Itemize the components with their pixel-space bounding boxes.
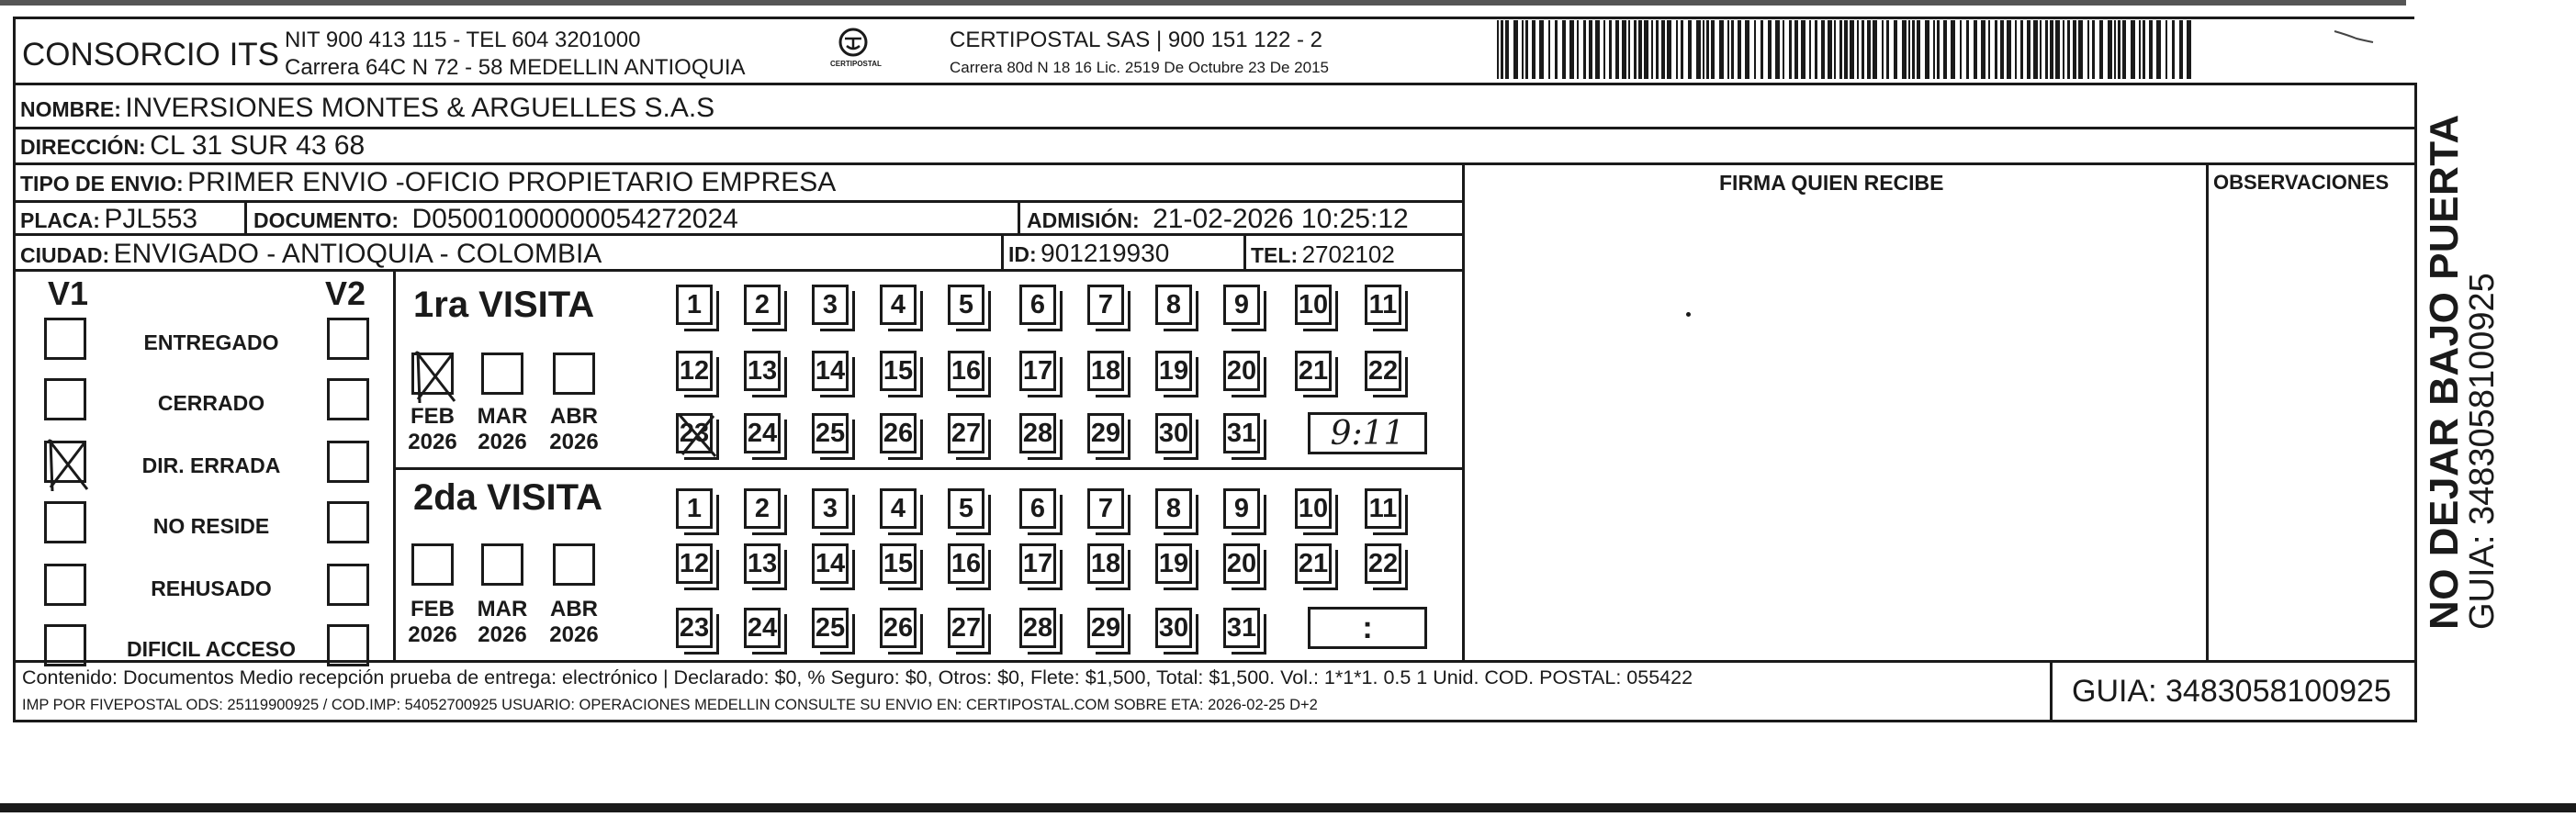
visit1-day-box[interactable]: 28 bbox=[1019, 413, 1056, 453]
visit2-time-box[interactable]: : bbox=[1308, 607, 1427, 649]
admision-label: ADMISIÓN: bbox=[1027, 208, 1140, 232]
visit2-day-box[interactable]: 24 bbox=[744, 608, 781, 648]
visit1-day-box[interactable]: 5 bbox=[948, 285, 984, 325]
visit1-month-label: MAR 2026 bbox=[477, 404, 528, 454]
placa-label: PLACA: bbox=[20, 208, 100, 232]
visit2-day-box[interactable]: 21 bbox=[1295, 543, 1332, 584]
documento-label: DOCUMENTO: bbox=[253, 208, 399, 232]
tel-value: 2702102 bbox=[1301, 241, 1395, 268]
visit2-day-box[interactable]: 31 bbox=[1223, 608, 1260, 648]
visit2-day-box[interactable]: 10 bbox=[1295, 488, 1332, 529]
row-line-1 bbox=[13, 127, 2417, 129]
side-vertical-text bbox=[2424, 114, 2502, 630]
visit1-day-box[interactable]: 12 bbox=[676, 351, 713, 391]
visit1-day-box[interactable]: 3 bbox=[812, 285, 849, 325]
address-line: Carrera 64C N 72 - 58 MEDELLIN ANTIOQUIA bbox=[285, 55, 746, 80]
guia-left-line bbox=[2050, 660, 2053, 722]
visit1-day-box[interactable]: 11 bbox=[1365, 285, 1401, 325]
visit2-day-box[interactable]: 23 bbox=[676, 608, 713, 648]
visit1-time-box[interactable]: 9:11 bbox=[1308, 412, 1427, 454]
visit1-day-box[interactable]: 16 bbox=[948, 351, 984, 391]
visit1-day-box[interactable]: 7 bbox=[1087, 285, 1124, 325]
certi-line2: Carrera 80d N 18 16 Lic. 2519 De Octubre 23 De 2015 bbox=[950, 59, 1329, 76]
visit2-month-label: ABR 2026 bbox=[549, 597, 599, 647]
id-left-line bbox=[1001, 233, 1004, 270]
row-line-2 bbox=[13, 162, 2417, 165]
visit2-day-box[interactable]: 17 bbox=[1019, 543, 1056, 584]
visit1-day-box[interactable]: 29 bbox=[1087, 413, 1124, 453]
barcode bbox=[1497, 17, 2195, 83]
v1-checkbox[interactable] bbox=[44, 564, 86, 606]
visit2-day-box[interactable]: 8 bbox=[1155, 488, 1192, 529]
nombre-row bbox=[20, 95, 714, 122]
status-label: DIFICIL ACCESO bbox=[126, 637, 296, 661]
visit2-day-box[interactable]: 1 bbox=[676, 488, 713, 529]
placa-cell bbox=[20, 206, 197, 233]
visit1-day-box[interactable]: 25 bbox=[812, 413, 849, 453]
obs-left-line bbox=[2206, 162, 2209, 663]
visit2-day-box[interactable]: 28 bbox=[1019, 608, 1056, 648]
visit2-day-box[interactable]: 11 bbox=[1365, 488, 1401, 529]
visit2-day-box[interactable]: 4 bbox=[880, 488, 917, 529]
frame-right bbox=[2414, 83, 2417, 722]
visit1-day-box[interactable]: 9 bbox=[1223, 285, 1260, 325]
visit1-day-box[interactable]: 10 bbox=[1295, 285, 1332, 325]
v2-checkbox[interactable] bbox=[327, 564, 369, 606]
top-edge bbox=[0, 0, 2406, 6]
visit2-month-checkbox[interactable] bbox=[553, 543, 595, 586]
visit2-title: 2da VISITA bbox=[413, 477, 602, 518]
visit2-month-label: MAR 2026 bbox=[477, 597, 528, 647]
documento-value: D05001000000054272024 bbox=[411, 204, 738, 234]
v2-header: V2 bbox=[325, 274, 366, 312]
footer-guia: GUIA: 3483058100925 bbox=[2072, 674, 2391, 709]
direccion-row bbox=[20, 132, 365, 160]
visit1-month-checkbox[interactable] bbox=[481, 353, 523, 395]
documento-cell bbox=[253, 206, 738, 233]
v2-checkbox[interactable] bbox=[327, 624, 369, 666]
admision-cell bbox=[1027, 206, 1409, 233]
status-label: REHUSADO bbox=[151, 576, 272, 600]
frame-bottom bbox=[13, 720, 2417, 722]
visit1-day-box[interactable]: 1 bbox=[676, 285, 713, 325]
v1-checkbox[interactable] bbox=[44, 441, 86, 483]
v1-checkbox[interactable] bbox=[44, 318, 86, 360]
tel-cell bbox=[1251, 242, 1395, 266]
visit1-day-box[interactable]: 26 bbox=[880, 413, 917, 453]
firma-left-line bbox=[1462, 162, 1465, 663]
visit2-day-box[interactable]: 7 bbox=[1087, 488, 1124, 529]
ciudad-label: CIUDAD: bbox=[20, 243, 110, 267]
firma-header: FIRMA QUIEN RECIBE bbox=[1719, 171, 1944, 195]
visit2-day-box[interactable]: 14 bbox=[812, 543, 849, 584]
status-label: NO RESIDE bbox=[152, 514, 270, 538]
visit2-day-box[interactable]: 9 bbox=[1223, 488, 1260, 529]
tel-label: TEL: bbox=[1251, 243, 1299, 267]
no-dejar-bajo-puerta: NO DEJAR BAJO PUERTA bbox=[2422, 114, 2467, 630]
visit1-day-box[interactable]: 2 bbox=[744, 285, 781, 325]
tipo-row bbox=[20, 169, 836, 196]
nombre-value: INVERSIONES MONTES & ARGUELLES S.A.S bbox=[125, 93, 715, 123]
signature-dot bbox=[1686, 312, 1691, 317]
status-label: CERRADO bbox=[157, 391, 265, 415]
v1-checkbox[interactable] bbox=[44, 378, 86, 420]
ciudad-value: ENVIGADO - ANTIOQUIA - COLOMBIA bbox=[113, 239, 602, 269]
visit2-day-box[interactable]: 30 bbox=[1155, 608, 1192, 648]
footer-top-line bbox=[13, 660, 2417, 663]
visit2-month-checkbox[interactable] bbox=[481, 543, 523, 586]
visit2-day-box[interactable]: 20 bbox=[1223, 543, 1260, 584]
visit1-day-box[interactable]: 4 bbox=[880, 285, 917, 325]
visit1-day-box[interactable]: 20 bbox=[1223, 351, 1260, 391]
observaciones-header: OBSERVACIONES bbox=[2213, 171, 2390, 194]
status-label: DIR. ERRADA bbox=[141, 453, 281, 477]
visit2-day-box[interactable]: 26 bbox=[880, 608, 917, 648]
v1-checkbox[interactable] bbox=[44, 624, 86, 666]
id-label: ID: bbox=[1008, 242, 1037, 266]
visit1-day-box[interactable]: 27 bbox=[948, 413, 984, 453]
visit1-day-box[interactable]: 24 bbox=[744, 413, 781, 453]
visit1-title: 1ra VISITA bbox=[413, 285, 595, 325]
id-cell bbox=[1008, 241, 1169, 266]
visit2-day-box[interactable]: 16 bbox=[948, 543, 984, 584]
visit1-day-box[interactable]: 18 bbox=[1087, 351, 1124, 391]
side-guia: GUIA: 3483058100925 bbox=[2463, 273, 2502, 630]
visit1-day-box[interactable]: 14 bbox=[812, 351, 849, 391]
row-line-5 bbox=[13, 269, 1464, 272]
placa-value: PJL553 bbox=[104, 204, 198, 234]
visit2-day-box[interactable]: 29 bbox=[1087, 608, 1124, 648]
visit2-day-box[interactable]: 2 bbox=[744, 488, 781, 529]
footer-line1: Contenido: Documentos Medio recepción prueba de entrega: electrónico | Declarado: $0, % Seguro: $0, Otros: $0, Flete: $1,500, Total: $1,500. Vol.: 1*1*1. 0.5 1 Unid. COD. POSTAL: 055422 bbox=[22, 666, 1693, 688]
admision-value: 21-02-2026 10:25:12 bbox=[1153, 204, 1409, 234]
v1-header: V1 bbox=[48, 274, 89, 312]
visit1-day-box[interactable]: 8 bbox=[1155, 285, 1192, 325]
nombre-label: NOMBRE: bbox=[20, 97, 121, 121]
visit2-day-box[interactable]: 12 bbox=[676, 543, 713, 584]
visit2-day-box[interactable]: 13 bbox=[744, 543, 781, 584]
certi-line1: CERTIPOSTAL SAS | 900 151 122 - 2 bbox=[950, 28, 1322, 52]
id-value: 901219930 bbox=[1041, 239, 1170, 267]
direccion-label: DIRECCIÓN: bbox=[20, 135, 146, 159]
status-label: ENTREGADO bbox=[143, 330, 279, 354]
direccion-value: CL 31 SUR 43 68 bbox=[150, 130, 366, 161]
visit1-month-label: FEB 2026 bbox=[408, 404, 457, 454]
visit1-month-checkbox[interactable] bbox=[411, 353, 454, 395]
visit2-day-box[interactable]: 27 bbox=[948, 608, 984, 648]
v2-checkbox[interactable] bbox=[327, 318, 369, 360]
ciudad-cell bbox=[20, 241, 602, 268]
bottom-edge bbox=[0, 803, 2576, 812]
certipostal-logo bbox=[830, 26, 882, 70]
tipo-label: TIPO DE ENVIO: bbox=[20, 172, 184, 196]
visit2-day-box[interactable]: 22 bbox=[1365, 543, 1401, 584]
visit2-day-box[interactable]: 19 bbox=[1155, 543, 1192, 584]
v2-checkbox[interactable] bbox=[327, 378, 369, 420]
visit1-day-box[interactable]: 21 bbox=[1295, 351, 1332, 391]
visit1-day-box[interactable]: 13 bbox=[744, 351, 781, 391]
visit1-day-box[interactable]: 31 bbox=[1223, 413, 1260, 453]
visit2-day-box[interactable]: 3 bbox=[812, 488, 849, 529]
footer-line2: IMP POR FIVEPOSTAL ODS: 25119900925 / COD.IMP: 54052700925 USUARIO: OPERACIONES MEDELLIN CONSULTE SU ENVIO EN: CERTIPOSTAL.COM SOBRE ETA: 2026-02-25 D+2 bbox=[22, 697, 1318, 713]
tel-left-line bbox=[1243, 233, 1246, 270]
visit2-day-box[interactable]: 18 bbox=[1087, 543, 1124, 584]
visit-divider bbox=[393, 467, 1464, 470]
visit2-day-box[interactable]: 6 bbox=[1019, 488, 1056, 529]
status-right-line bbox=[393, 269, 396, 662]
frame-left bbox=[13, 17, 16, 722]
visit2-month-label: FEB 2026 bbox=[408, 597, 457, 647]
visit2-month-checkbox[interactable] bbox=[411, 543, 454, 586]
visit1-day-box[interactable]: 22 bbox=[1365, 351, 1401, 391]
visit1-day-box[interactable]: 23 bbox=[676, 413, 713, 453]
company-name: CONSORCIO ITS bbox=[22, 37, 280, 73]
visit1-day-box[interactable]: 17 bbox=[1019, 351, 1056, 391]
row-line-3 bbox=[13, 200, 1464, 203]
v1-checkbox[interactable] bbox=[44, 501, 86, 543]
visit1-day-box[interactable]: 19 bbox=[1155, 351, 1192, 391]
logo-caption: CERTIPOSTAL bbox=[830, 60, 882, 68]
nit-line: NIT 900 413 115 - TEL 604 3201000 bbox=[285, 28, 641, 52]
visit1-month-checkbox[interactable] bbox=[553, 353, 595, 395]
visit1-day-box[interactable]: 6 bbox=[1019, 285, 1056, 325]
header-bottom-line bbox=[13, 83, 2417, 85]
pen-mark bbox=[2333, 26, 2379, 44]
visit2-day-box[interactable]: 25 bbox=[812, 608, 849, 648]
visit1-month-label: ABR 2026 bbox=[549, 404, 599, 454]
visit1-day-box[interactable]: 15 bbox=[880, 351, 917, 391]
v2-checkbox[interactable] bbox=[327, 501, 369, 543]
tipo-value: PRIMER ENVIO -OFICIO PROPIETARIO EMPRESA bbox=[187, 167, 837, 197]
visit2-day-box[interactable]: 5 bbox=[948, 488, 984, 529]
visit1-day-box[interactable]: 30 bbox=[1155, 413, 1192, 453]
admision-left-line bbox=[1018, 200, 1020, 235]
visit2-day-box[interactable]: 15 bbox=[880, 543, 917, 584]
doc-left-line bbox=[244, 200, 247, 235]
v2-checkbox[interactable] bbox=[327, 441, 369, 483]
